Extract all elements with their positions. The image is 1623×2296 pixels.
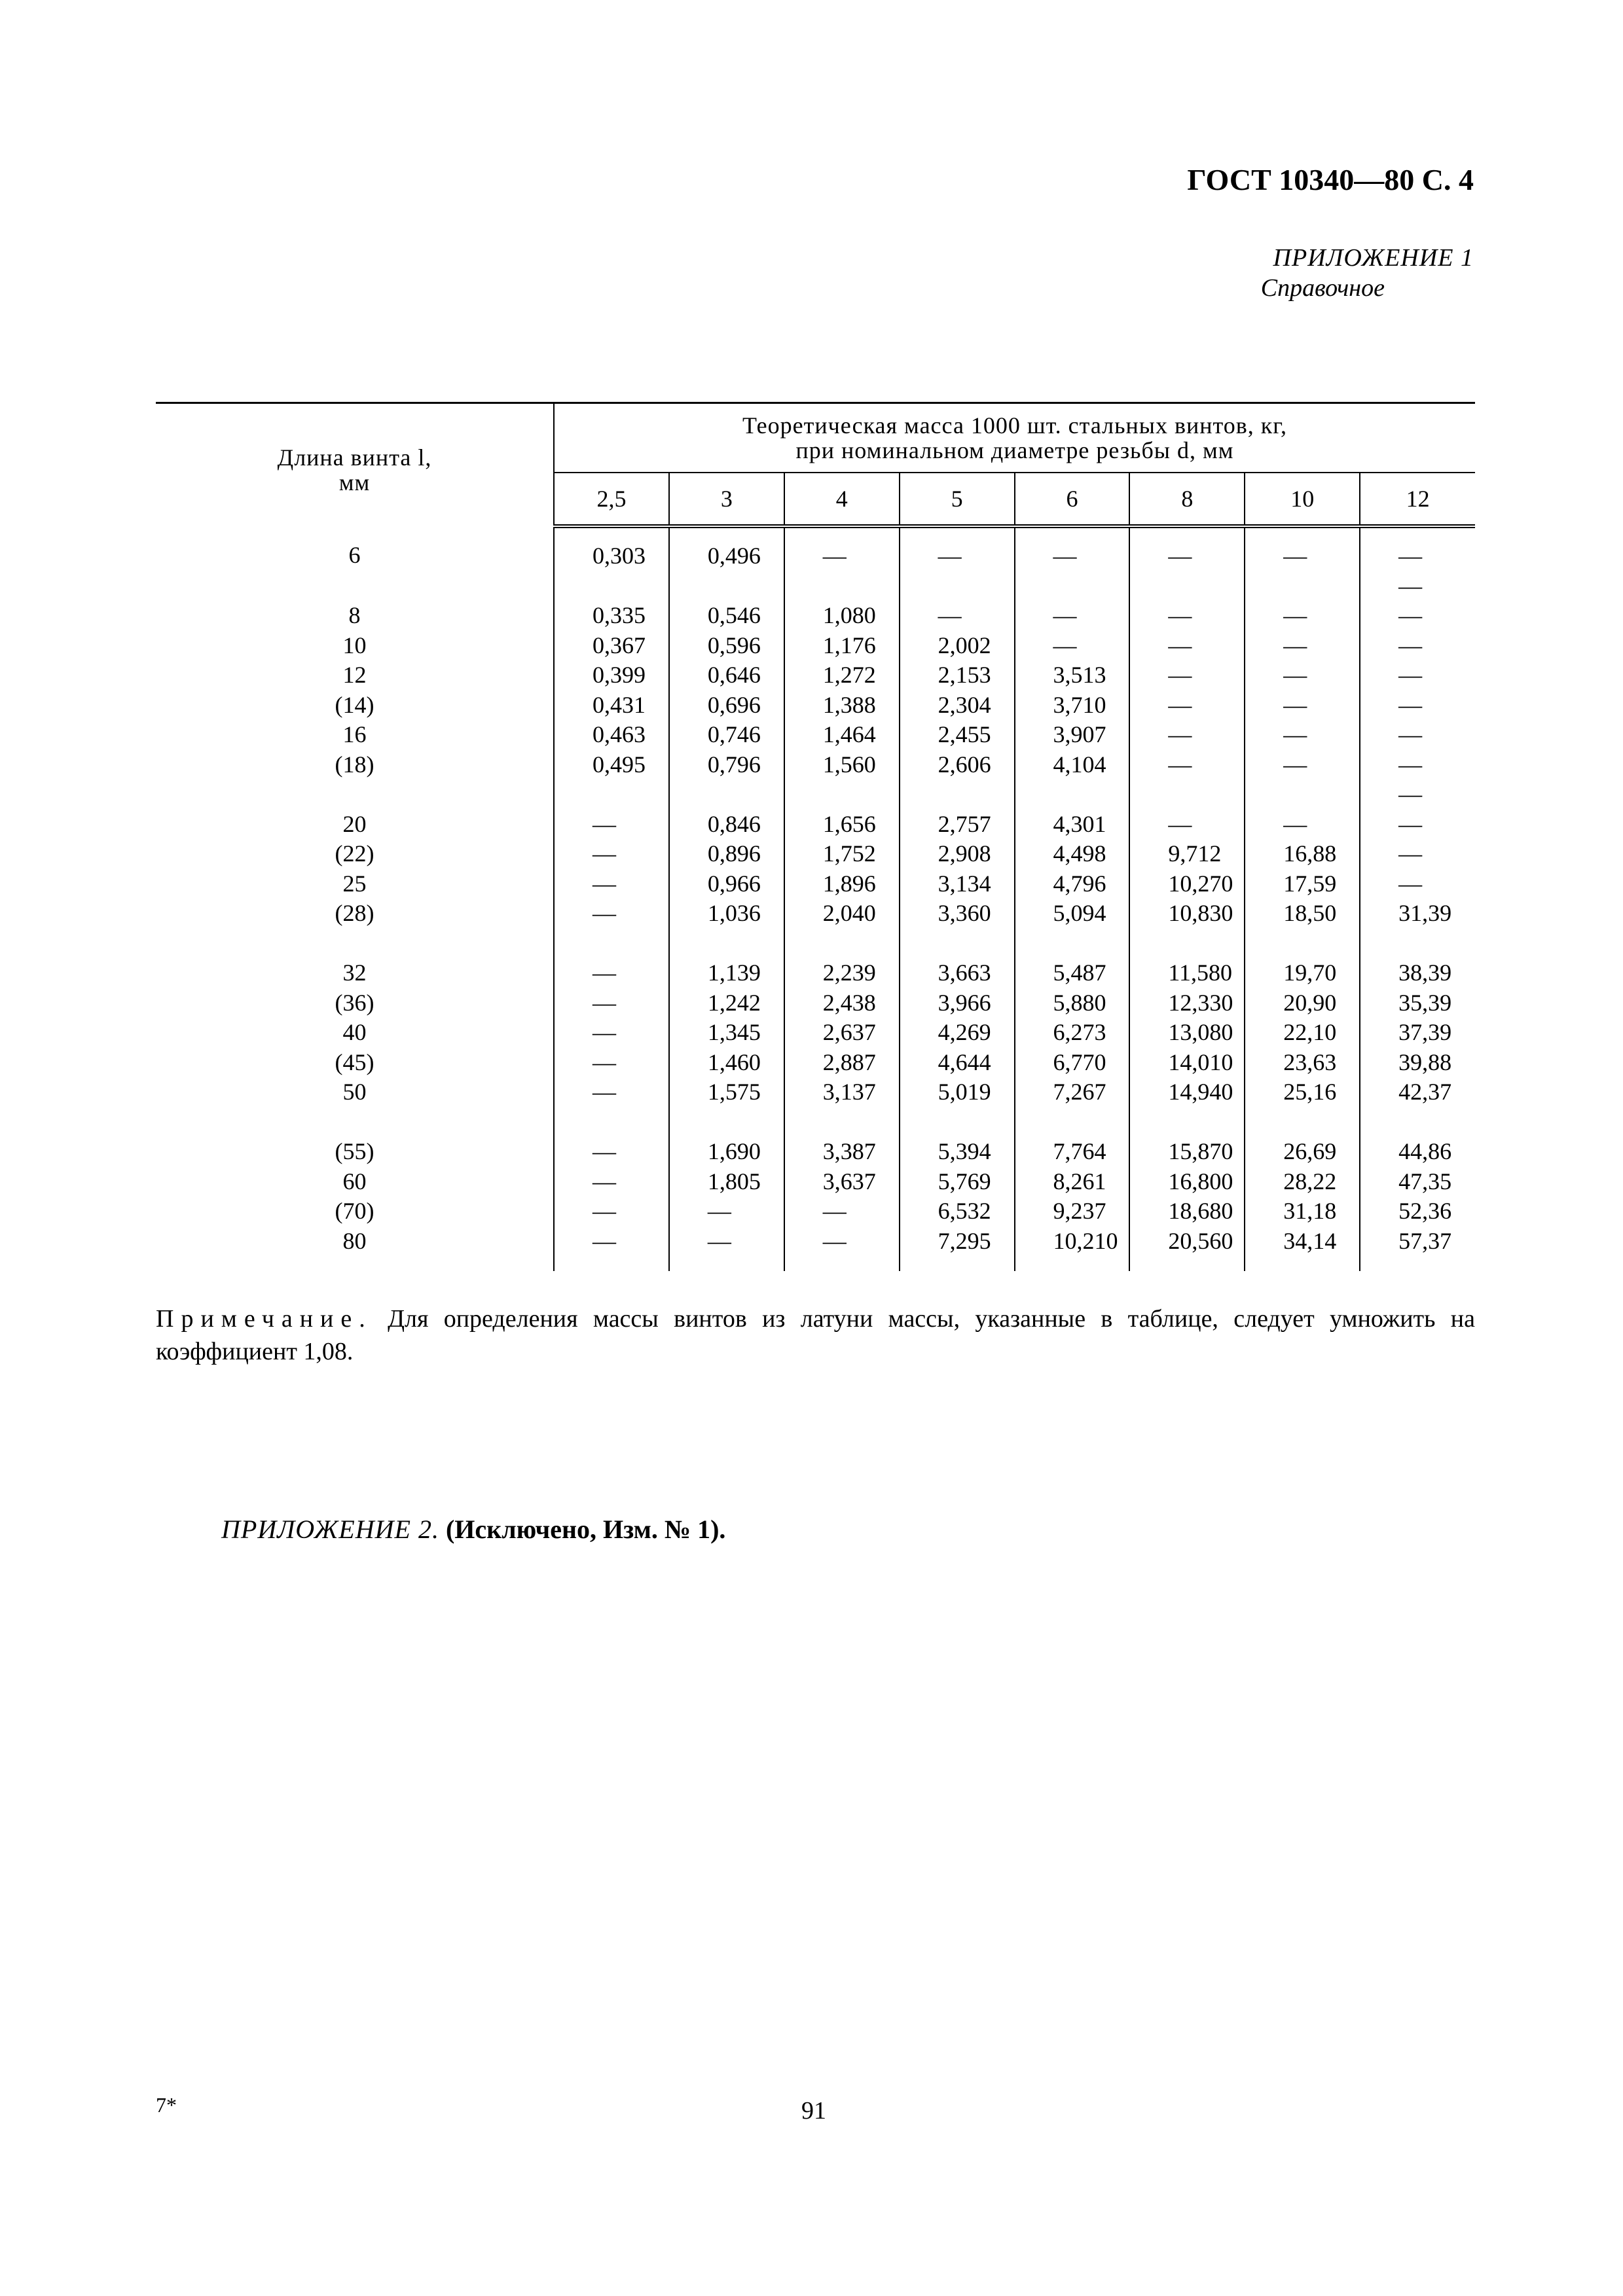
mass-cell: —: [1360, 780, 1475, 810]
mass-cell: 3,907: [1015, 720, 1130, 750]
table-row: [156, 1196, 1475, 1227]
mass-cell: —: [1015, 601, 1130, 631]
mass-cell: [554, 571, 669, 601]
mass-cell: [554, 780, 669, 810]
mass-cell: 9,237: [1015, 1196, 1130, 1227]
mass-cell: 2,455: [900, 720, 1015, 750]
mass-cell: —: [554, 1137, 669, 1167]
mass-cell: 11,580: [1129, 958, 1245, 988]
table-note: [156, 1302, 1475, 1368]
mass-cell: —: [1245, 810, 1360, 840]
mass-cell: 3,513: [1015, 660, 1130, 691]
mass-cell: —: [554, 1048, 669, 1078]
mass-cell: 2,239: [784, 958, 900, 988]
mass-cell: 2,757: [900, 810, 1015, 840]
length-cell: 10: [156, 631, 554, 661]
mass-cell: 1,139: [669, 958, 784, 988]
length-cell: (70): [156, 1196, 554, 1227]
table-row: [156, 1227, 1475, 1271]
mass-cell: 7,267: [1015, 1077, 1130, 1107]
length-cell: (28): [156, 899, 554, 929]
mass-cell: 18,680: [1129, 1196, 1245, 1227]
mass-cell: —: [900, 526, 1015, 571]
mass-cell: 0,399: [554, 660, 669, 691]
mass-cell: 31,39: [1360, 899, 1475, 929]
table-row: [156, 660, 1475, 691]
length-cell: 80: [156, 1227, 554, 1271]
mass-cell: 10,210: [1015, 1227, 1130, 1271]
length-column-header: [156, 403, 554, 527]
mass-cell: —: [554, 958, 669, 988]
mass-cell: [900, 929, 1015, 959]
mass-cell: 1,460: [669, 1048, 784, 1078]
mass-cell: 0,431: [554, 691, 669, 721]
length-cell: [156, 1107, 554, 1138]
mass-cell: 3,134: [900, 869, 1015, 899]
mass-cell: —: [1360, 571, 1475, 601]
mass-cell: 1,176: [784, 631, 900, 661]
mass-cell: [1015, 571, 1130, 601]
length-cell: [156, 780, 554, 810]
table-row: [156, 691, 1475, 721]
mass-cell: 15,870: [1129, 1137, 1245, 1167]
mass-cell: 18,50: [1245, 899, 1360, 929]
mass-group-header: [554, 403, 1475, 473]
mass-cell: —: [1360, 839, 1475, 869]
length-cell: 6: [156, 526, 554, 571]
mass-cell: [1015, 1107, 1130, 1138]
length-cell: 20: [156, 810, 554, 840]
mass-cell: 12,330: [1129, 988, 1245, 1018]
appendix-2-line: [221, 1514, 725, 1545]
group-header-line1: Теоретическая масса 1000 шт. стальных винтов, кг,: [742, 412, 1287, 439]
mass-cell: 1,036: [669, 899, 784, 929]
mass-cell: 7,764: [1015, 1137, 1130, 1167]
mass-cell: 3,663: [900, 958, 1015, 988]
mass-cell: 7,295: [900, 1227, 1015, 1271]
mass-cell: [1245, 571, 1360, 601]
mass-cell: —: [1360, 810, 1475, 840]
mass-cell: 2,908: [900, 839, 1015, 869]
mass-cell: [1245, 780, 1360, 810]
mass-cell: 6,532: [900, 1196, 1015, 1227]
mass-cell: 31,18: [1245, 1196, 1360, 1227]
mass-cell: [1245, 1107, 1360, 1138]
mass-cell: 22,10: [1245, 1018, 1360, 1048]
mass-cell: —: [1245, 526, 1360, 571]
mass-cell: 1,464: [784, 720, 900, 750]
mass-cell: 5,019: [900, 1077, 1015, 1107]
mass-cell: —: [1360, 526, 1475, 571]
mass-cell: 8,261: [1015, 1167, 1130, 1197]
length-cell: 40: [156, 1018, 554, 1048]
mass-cell: 0,896: [669, 839, 784, 869]
mass-cell: 1,388: [784, 691, 900, 721]
mass-cell: [1360, 929, 1475, 959]
mass-cell: —: [784, 1196, 900, 1227]
table-row: [156, 1107, 1475, 1138]
mass-cell: —: [1129, 660, 1245, 691]
mass-cell: [784, 929, 900, 959]
mass-cell: —: [1129, 631, 1245, 661]
group-header-line2: при номинальном диаметре резьбы d, мм: [795, 437, 1234, 463]
mass-cell: 19,70: [1245, 958, 1360, 988]
mass-cell: [1360, 1107, 1475, 1138]
mass-cell: —: [1129, 810, 1245, 840]
mass-cell: 2,304: [900, 691, 1015, 721]
mass-cell: 38,39: [1360, 958, 1475, 988]
mass-cell: —: [1245, 691, 1360, 721]
mass-cell: 0,303: [554, 526, 669, 571]
mass-cell: 9,712: [1129, 839, 1245, 869]
mass-cell: —: [669, 1227, 784, 1271]
length-cell: (55): [156, 1137, 554, 1167]
mass-cell: —: [1015, 631, 1130, 661]
mass-cell: 1,805: [669, 1167, 784, 1197]
length-cell: 60: [156, 1167, 554, 1197]
length-cell: 8: [156, 601, 554, 631]
note-label: Примечание.: [156, 1305, 373, 1333]
length-cell: [156, 571, 554, 601]
mass-cell: 4,301: [1015, 810, 1130, 840]
mass-cell: 4,644: [900, 1048, 1015, 1078]
mass-cell: —: [554, 899, 669, 929]
appendix-title: ПРИЛОЖЕНИЕ 1: [1273, 244, 1474, 272]
mass-cell: 3,637: [784, 1167, 900, 1197]
mass-cell: 0,496: [669, 526, 784, 571]
mass-cell: [669, 929, 784, 959]
mass-cell: —: [669, 1196, 784, 1227]
mass-cell: 0,696: [669, 691, 784, 721]
mass-cell: —: [554, 1077, 669, 1107]
mass-cell: —: [1360, 869, 1475, 899]
mass-cell: [1129, 571, 1245, 601]
mass-cell: [669, 1107, 784, 1138]
diameter-header: 4: [784, 473, 900, 526]
mass-cell: —: [1360, 660, 1475, 691]
mass-cell: 1,080: [784, 601, 900, 631]
mass-table: [156, 402, 1475, 1271]
mass-cell: —: [784, 526, 900, 571]
appendix-2-label: ПРИЛОЖЕНИЕ 2.: [221, 1515, 439, 1544]
table-row: [156, 1137, 1475, 1167]
mass-cell: 0,335: [554, 601, 669, 631]
mass-cell: 3,360: [900, 899, 1015, 929]
length-cell: 50: [156, 1077, 554, 1107]
mass-cell: 1,345: [669, 1018, 784, 1048]
mass-cell: 0,596: [669, 631, 784, 661]
mass-cell: 17,59: [1245, 869, 1360, 899]
appendix-2-text: (Исключено, Изм. № 1).: [439, 1515, 726, 1544]
mass-cell: [784, 780, 900, 810]
mass-cell: —: [1245, 750, 1360, 780]
mass-cell: 10,830: [1129, 899, 1245, 929]
diameter-header: 12: [1360, 473, 1475, 526]
mass-cell: —: [1129, 720, 1245, 750]
mass-cell: —: [1360, 750, 1475, 780]
mass-cell: 6,273: [1015, 1018, 1130, 1048]
mass-cell: [1129, 929, 1245, 959]
diameter-header: 2,5: [554, 473, 669, 526]
note-text: Для определения массы винтов из латуни массы, указанные в таблице, следует умножить на коэффициент 1,08.: [156, 1305, 1475, 1365]
mass-cell: —: [1129, 750, 1245, 780]
mass-cell: —: [554, 1227, 669, 1271]
length-cell: (18): [156, 750, 554, 780]
mass-cell: 25,16: [1245, 1077, 1360, 1107]
mass-cell: 5,880: [1015, 988, 1130, 1018]
mass-cell: —: [1129, 601, 1245, 631]
diameter-header: 3: [669, 473, 784, 526]
mass-cell: [554, 1107, 669, 1138]
mass-cell: —: [1129, 691, 1245, 721]
mass-cell: —: [554, 869, 669, 899]
table-row: [156, 571, 1475, 601]
mass-cell: 1,575: [669, 1077, 784, 1107]
mass-cell: —: [784, 1227, 900, 1271]
mass-cell: [784, 571, 900, 601]
mass-cell: 35,39: [1360, 988, 1475, 1018]
length-cell: (36): [156, 988, 554, 1018]
table-row: [156, 1018, 1475, 1048]
mass-cell: 3,966: [900, 988, 1015, 1018]
length-header-line2: мм: [338, 469, 371, 495]
table-row: [156, 958, 1475, 988]
table-row: [156, 780, 1475, 810]
diameter-header: 5: [900, 473, 1015, 526]
mass-cell: 1,242: [669, 988, 784, 1018]
table-row: [156, 750, 1475, 780]
diameter-header: 6: [1015, 473, 1130, 526]
length-cell: [156, 929, 554, 959]
mass-cell: —: [900, 601, 1015, 631]
mass-cell: —: [1245, 660, 1360, 691]
mass-cell: —: [554, 988, 669, 1018]
length-header-line1: Длина винта l,: [277, 444, 432, 471]
mass-cell: [900, 780, 1015, 810]
mass-cell: 28,22: [1245, 1167, 1360, 1197]
mass-cell: 0,367: [554, 631, 669, 661]
mass-cell: [900, 1107, 1015, 1138]
mass-cell: —: [1360, 691, 1475, 721]
mass-cell: 42,37: [1360, 1077, 1475, 1107]
length-cell: 25: [156, 869, 554, 899]
mass-cell: —: [554, 810, 669, 840]
length-cell: (22): [156, 839, 554, 869]
mass-cell: 0,495: [554, 750, 669, 780]
mass-cell: [900, 571, 1015, 601]
mass-cell: —: [1360, 720, 1475, 750]
table-row: [156, 988, 1475, 1018]
page-number: 91: [801, 2097, 826, 2125]
mass-cell: [1129, 1107, 1245, 1138]
mass-cell: 6,770: [1015, 1048, 1130, 1078]
table-row: [156, 631, 1475, 661]
mass-cell: [1015, 929, 1130, 959]
mass-cell: 10,270: [1129, 869, 1245, 899]
mass-cell: 4,498: [1015, 839, 1130, 869]
mass-cell: 4,269: [900, 1018, 1015, 1048]
mass-cell: —: [554, 1167, 669, 1197]
appendix-subtitle: Справочное: [1260, 274, 1385, 302]
mass-cell: 5,094: [1015, 899, 1130, 929]
mass-cell: —: [554, 839, 669, 869]
mass-cell: 1,690: [669, 1137, 784, 1167]
length-cell: 32: [156, 958, 554, 988]
table-row: [156, 601, 1475, 631]
mass-cell: 39,88: [1360, 1048, 1475, 1078]
mass-cell: 2,438: [784, 988, 900, 1018]
diameter-header: 10: [1245, 473, 1360, 526]
table-row: [156, 1077, 1475, 1107]
mass-cell: 1,896: [784, 869, 900, 899]
table-row: [156, 810, 1475, 840]
mass-cell: 1,752: [784, 839, 900, 869]
length-cell: 12: [156, 660, 554, 691]
mass-cell: 14,940: [1129, 1077, 1245, 1107]
footer-mark: 7*: [156, 2093, 177, 2117]
mass-cell: 16,800: [1129, 1167, 1245, 1197]
length-cell: (45): [156, 1048, 554, 1078]
mass-cell: [669, 571, 784, 601]
mass-cell: —: [1245, 601, 1360, 631]
mass-cell: 44,86: [1360, 1137, 1475, 1167]
mass-cell: [1015, 780, 1130, 810]
mass-cell: 13,080: [1129, 1018, 1245, 1048]
mass-cell: —: [1360, 631, 1475, 661]
mass-cell: —: [1245, 720, 1360, 750]
mass-cell: —: [554, 1196, 669, 1227]
table-row: [156, 720, 1475, 750]
mass-cell: 23,63: [1245, 1048, 1360, 1078]
mass-cell: 2,637: [784, 1018, 900, 1048]
mass-cell: 2,153: [900, 660, 1015, 691]
mass-cell: 5,769: [900, 1167, 1015, 1197]
mass-cell: —: [1360, 601, 1475, 631]
mass-cell: 3,387: [784, 1137, 900, 1167]
mass-cell: 2,887: [784, 1048, 900, 1078]
mass-cell: 0,463: [554, 720, 669, 750]
mass-cell: 26,69: [1245, 1137, 1360, 1167]
mass-cell: —: [1245, 631, 1360, 661]
mass-cell: 1,656: [784, 810, 900, 840]
mass-cell: 1,272: [784, 660, 900, 691]
mass-cell: [669, 780, 784, 810]
mass-cell: 0,646: [669, 660, 784, 691]
mass-cell: 52,36: [1360, 1196, 1475, 1227]
length-cell: 16: [156, 720, 554, 750]
mass-cell: 0,796: [669, 750, 784, 780]
mass-cell: [554, 929, 669, 959]
mass-cell: 5,487: [1015, 958, 1130, 988]
table-row: [156, 1048, 1475, 1078]
mass-cell: 14,010: [1129, 1048, 1245, 1078]
table-row: [156, 839, 1475, 869]
mass-cell: 5,394: [900, 1137, 1015, 1167]
mass-cell: 0,746: [669, 720, 784, 750]
mass-cell: [784, 1107, 900, 1138]
mass-cell: 0,846: [669, 810, 784, 840]
mass-cell: 1,560: [784, 750, 900, 780]
mass-cell: 57,37: [1360, 1227, 1475, 1271]
mass-cell: 37,39: [1360, 1018, 1475, 1048]
table-row: [156, 1167, 1475, 1197]
table-row: [156, 869, 1475, 899]
mass-cell: —: [1129, 526, 1245, 571]
mass-cell: 0,546: [669, 601, 784, 631]
mass-cell: 47,35: [1360, 1167, 1475, 1197]
table-row: [156, 899, 1475, 929]
mass-cell: 2,606: [900, 750, 1015, 780]
mass-cell: 4,104: [1015, 750, 1130, 780]
length-cell: (14): [156, 691, 554, 721]
mass-cell: [1129, 780, 1245, 810]
mass-cell: 4,796: [1015, 869, 1130, 899]
table-row: [156, 526, 1475, 571]
document-code: ГОСТ 10340—80 С. 4: [1187, 163, 1474, 196]
mass-cell: 20,560: [1129, 1227, 1245, 1271]
mass-cell: 34,14: [1245, 1227, 1360, 1271]
mass-cell: 3,710: [1015, 691, 1130, 721]
mass-cell: 3,137: [784, 1077, 900, 1107]
mass-cell: 20,90: [1245, 988, 1360, 1018]
table-row: [156, 929, 1475, 959]
mass-cell: —: [554, 1018, 669, 1048]
mass-cell: 0,966: [669, 869, 784, 899]
mass-cell: 2,040: [784, 899, 900, 929]
mass-cell: —: [1015, 526, 1130, 571]
mass-cell: [1245, 929, 1360, 959]
mass-cell: 2,002: [900, 631, 1015, 661]
mass-cell: 16,88: [1245, 839, 1360, 869]
diameter-header: 8: [1129, 473, 1245, 526]
